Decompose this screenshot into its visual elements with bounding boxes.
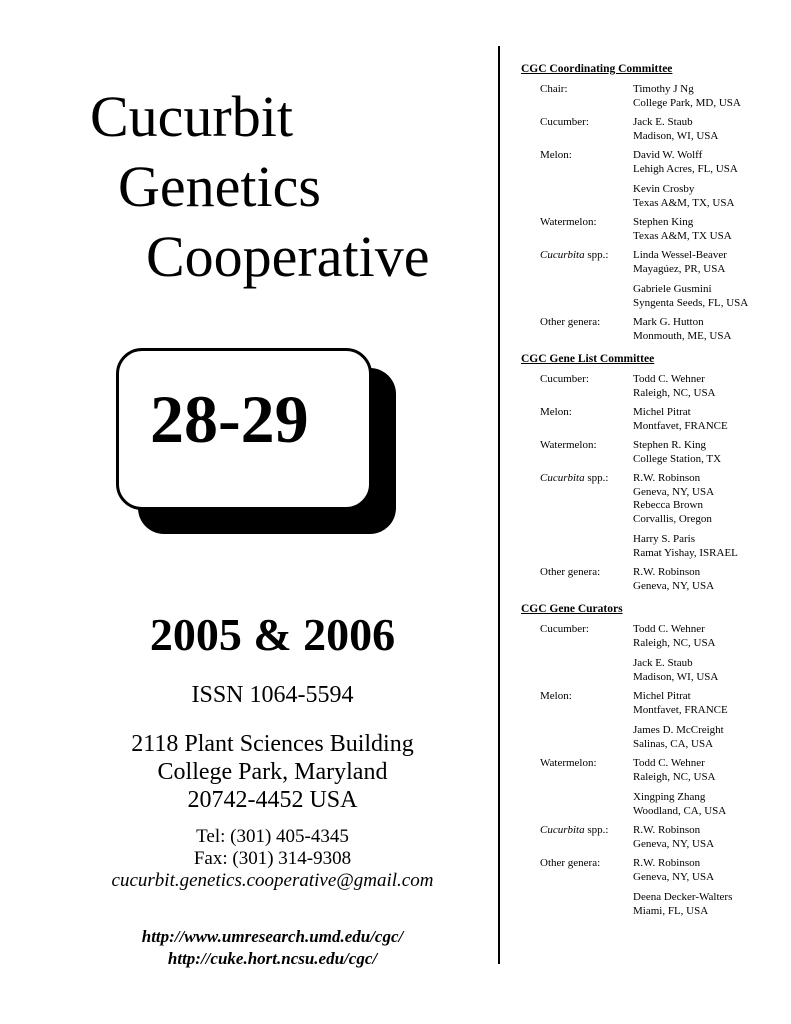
role-label: Chair:: [540, 83, 568, 95]
email-link[interactable]: cucurbit.genetics.cooperative@gmail.com: [111, 870, 434, 891]
committee-row: [521, 566, 783, 593]
member: [633, 824, 783, 851]
member: [633, 406, 783, 433]
member-name: Xingping Zhang: [633, 791, 706, 803]
member-location: Ramat Yishay, ISRAEL: [633, 546, 738, 559]
member-name: Todd C. Wehner: [633, 373, 705, 385]
column-divider: [498, 46, 500, 964]
committee-row: [521, 857, 783, 918]
committee-row: [521, 406, 783, 433]
member-name: Rebecca Brown: [633, 499, 703, 511]
role-label: [521, 472, 633, 560]
member-location: Monmouth, ME, USA: [633, 329, 732, 342]
member: [633, 373, 783, 400]
member-name: Michel Pitrat: [633, 690, 691, 702]
member-name: R.W. Robinson: [633, 566, 701, 578]
role-label: Other genera:: [540, 857, 601, 869]
member-location: Syngenta Seeds, FL, USA: [633, 296, 749, 309]
address-line-3: 20742-4452 USA: [187, 787, 358, 813]
role-label: Other genera:: [540, 566, 601, 578]
committee-row: [521, 316, 783, 343]
member-location: Raleigh, NC, USA: [633, 636, 716, 649]
member-name: Jack E. Staub: [633, 116, 693, 128]
telephone: Tel: (301) 405-4345: [196, 826, 349, 847]
coordinating-committee: [521, 62, 783, 343]
member: [633, 439, 783, 466]
role-genus: Cucurbita: [540, 249, 585, 261]
committee-row: [521, 690, 783, 751]
member: [633, 216, 783, 243]
member-list: [633, 757, 783, 818]
contact-info: [0, 826, 545, 892]
issn: ISSN 1064-5594: [191, 682, 354, 708]
section-title: CGC Gene Curators: [521, 603, 623, 615]
committee-row: [521, 249, 783, 310]
role-label: Cucumber:: [540, 623, 589, 635]
committee-row: [521, 373, 783, 400]
committees-panel: [521, 62, 783, 927]
member-location: Woodland, CA, USA: [633, 804, 727, 817]
role-suffix: spp.:: [584, 472, 609, 484]
member-location: Salinas, CA, USA: [633, 737, 714, 750]
member-location: Raleigh, NC, USA: [633, 770, 716, 783]
member-location: College Park, MD, USA: [633, 96, 741, 109]
member-name: Linda Wessel-Beaver: [633, 249, 727, 261]
member: [633, 533, 783, 560]
member-name: James D. McCreight: [633, 724, 724, 736]
member-location: Madison, WI, USA: [633, 670, 719, 683]
member-name: Deena Decker-Walters: [633, 891, 733, 903]
address: [0, 730, 545, 814]
member-name: Todd C. Wehner: [633, 757, 705, 769]
member-name: Michel Pitrat: [633, 406, 691, 418]
address-line-2: College Park, Maryland: [157, 759, 388, 785]
member-list: [633, 472, 783, 560]
member: [633, 791, 783, 818]
role-label: Cucumber:: [540, 116, 589, 128]
member-name: Stephen R. King: [633, 439, 707, 451]
member-name: R.W. Robinson: [633, 824, 701, 836]
member-list: [633, 566, 783, 593]
member-location: Mayagúez, PR, USA: [633, 262, 726, 275]
member-location: Geneva, NY, USA: [633, 837, 715, 850]
member-list: [633, 316, 783, 343]
fax: Fax: (301) 314-9308: [193, 848, 352, 869]
role-suffix: spp.:: [584, 249, 609, 261]
committee-row: [521, 824, 783, 851]
member: [633, 149, 783, 176]
committee-row: [521, 472, 783, 560]
committee-row: [521, 149, 783, 210]
role-label: Melon:: [540, 149, 572, 161]
member: [633, 757, 783, 784]
member-location: Montfavet, FRANCE: [633, 419, 728, 432]
member-location: Madison, WI, USA: [633, 129, 719, 142]
member-list: [633, 116, 783, 143]
member-location: Raleigh, NC, USA: [633, 386, 716, 399]
member-location: Texas A&M, TX USA: [633, 229, 732, 242]
gene-curators: [521, 602, 783, 918]
member: [633, 657, 783, 684]
member-location: Geneva, NY, USA: [633, 579, 715, 592]
role-suffix: spp.:: [584, 824, 609, 836]
member-list: [633, 216, 783, 243]
address-line-1: 2118 Plant Sciences Building: [131, 731, 414, 757]
committee-row: [521, 757, 783, 818]
member-list: [633, 857, 783, 918]
section-title: CGC Coordinating Committee: [521, 63, 673, 75]
member: [633, 690, 783, 717]
member-list: [633, 149, 783, 210]
role-label: [521, 249, 633, 310]
role-label: [521, 824, 633, 851]
member-location: Geneva, NY, USA: [633, 485, 715, 498]
role-label: Cucumber:: [540, 373, 589, 385]
member-name: Harry S. Paris: [633, 533, 696, 545]
title-line-1: Cucurbit: [90, 84, 293, 149]
member: [633, 316, 783, 343]
url-link-1[interactable]: http://www.umresearch.umd.edu/cgc/: [141, 927, 404, 946]
member: [633, 83, 783, 110]
member: [633, 891, 783, 918]
committee-row: [521, 83, 783, 110]
member-name: Timothy J Ng: [633, 83, 694, 95]
member: [633, 116, 783, 143]
volume-number: 28-29: [150, 381, 309, 457]
member-location: Miami, FL, USA: [633, 904, 709, 917]
member-list: [633, 439, 783, 466]
member: [633, 566, 783, 593]
member: [633, 283, 783, 310]
member-name: R.W. Robinson: [633, 472, 701, 484]
member-name: Kevin Crosby: [633, 183, 695, 195]
member-location: College Station, TX: [633, 452, 722, 465]
role-label: Watermelon:: [540, 757, 597, 769]
member: [633, 623, 783, 650]
member-location: Corvallis, Oregon: [633, 512, 712, 525]
member-name: Todd C. Wehner: [633, 623, 705, 635]
member-list: [633, 623, 783, 684]
member: [633, 249, 783, 276]
committee-row: [521, 116, 783, 143]
title-line-2: Genetics: [118, 154, 321, 219]
member: [633, 857, 783, 884]
member-list: [633, 406, 783, 433]
member: [633, 472, 783, 526]
member-list: [633, 690, 783, 751]
years: 2005 & 2006: [149, 609, 396, 660]
member-name: Jack E. Staub: [633, 657, 693, 669]
member-list: [633, 249, 783, 310]
section-title: CGC Gene List Committee: [521, 353, 655, 365]
committee-row: [521, 216, 783, 243]
role-label: Melon:: [540, 690, 572, 702]
website-links: [0, 926, 545, 970]
member-name: Stephen King: [633, 216, 694, 228]
gene-list-committee: [521, 352, 783, 593]
member-location: Montfavet, FRANCE: [633, 703, 728, 716]
member-location: Geneva, NY, USA: [633, 870, 715, 883]
role-label: Watermelon:: [540, 439, 597, 451]
member-list: [633, 83, 783, 110]
member-location: Texas A&M, TX, USA: [633, 196, 735, 209]
url-link-2[interactable]: http://cuke.hort.ncsu.edu/cgc/: [167, 949, 378, 968]
member: [633, 724, 783, 751]
role-genus: Cucurbita: [540, 472, 585, 484]
member-name: Gabriele Gusmini: [633, 283, 712, 295]
role-genus: Cucurbita: [540, 824, 585, 836]
role-label: Other genera:: [540, 316, 601, 328]
member-name: R.W. Robinson: [633, 857, 701, 869]
member-list: [633, 373, 783, 400]
member: [633, 183, 783, 210]
role-label: Melon:: [540, 406, 572, 418]
member-list: [633, 824, 783, 851]
member-name: David W. Wolff: [633, 149, 703, 161]
committee-row: [521, 623, 783, 684]
member-name: Mark G. Hutton: [633, 316, 704, 328]
title-line-3: Cooperative: [146, 224, 430, 289]
committee-row: [521, 439, 783, 466]
member-location: Lehigh Acres, FL, USA: [633, 162, 738, 175]
role-label: Watermelon:: [540, 216, 597, 228]
